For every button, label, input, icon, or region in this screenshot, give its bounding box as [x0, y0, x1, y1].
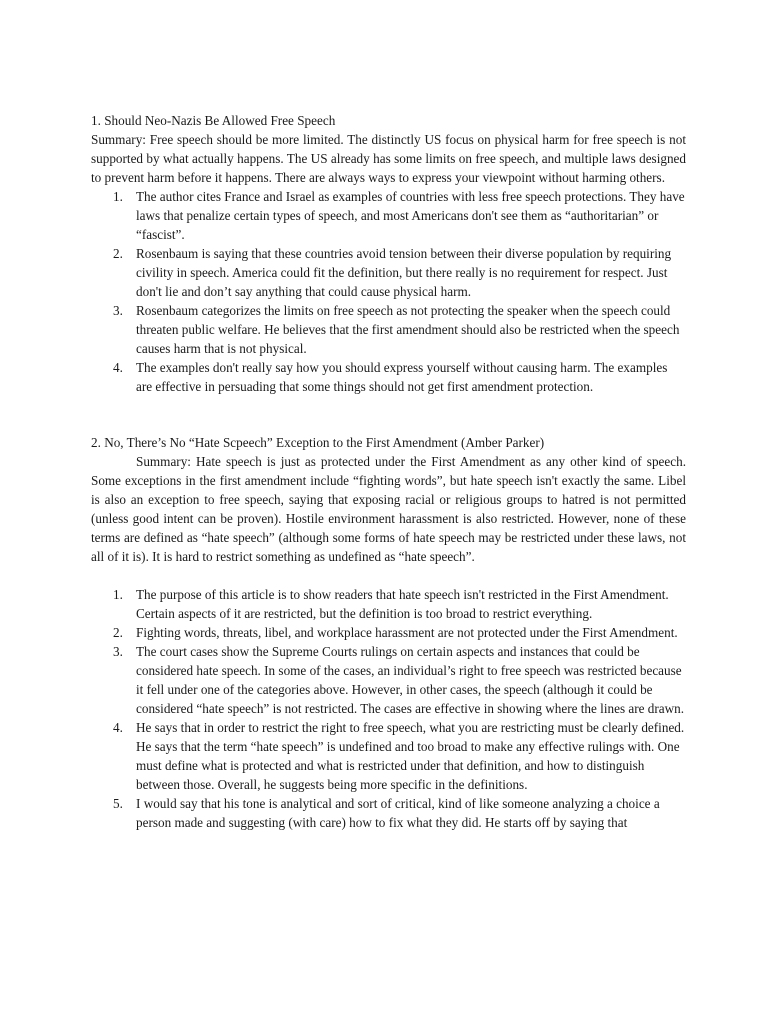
list-item	[91, 301, 686, 358]
document-body	[91, 111, 686, 832]
list-item	[91, 718, 686, 794]
list-item	[91, 642, 686, 718]
section-2-summary: Summary: Hate speech is just as protected under the First Amendment as any other kind of speech. Some exceptions in the first amendment include “fighting words”, but hate speech isn't exactly the same. Libel is also an exception to free speech, saying that exposing racial or religious groups to hatred is not permitted (unless good intent can be proven). Hostile environment harassment is also restricted. However, none of these terms are defined as “hate speech” (although some forms of hate speech may be restricted under these laws, not all of it is). It is hard to restrict something as undefined as “hate speech”.	[91, 454, 686, 564]
section-1-list	[91, 187, 686, 396]
list-item-text: Rosenbaum categorizes the limits on free speech as not protecting the speaker when the speech could threaten public welfare. He believes that the first amendment should also be restricted when the speech causes harm that is not physical.	[136, 303, 680, 356]
section-1-title: 1. Should Neo-Nazis Be Allowed Free Speech	[91, 113, 336, 128]
list-item-number: 2.	[113, 625, 123, 640]
list-item	[91, 187, 686, 244]
list-item-text: Rosenbaum is saying that these countries avoid tension between their diverse population by requiring civility in speech. America could fit the definition, but there really is no requirement for respect. Just don't lie and don’t say anything that could cause physical harm.	[136, 246, 672, 299]
list-item-number: 2.	[113, 246, 123, 261]
list-item-text: I would say that his tone is analytical and sort of critical, kind of like someone analyzing a choice a person made and suggesting (with care) how to fix what they did. He starts off by saying that	[136, 796, 660, 830]
section-2-title: 2. No, There’s No “Hate Scpeech” Exception to the First Amendment (Amber Parker)	[91, 435, 545, 450]
list-item-number: 4.	[113, 720, 123, 735]
list-item-text: The purpose of this article is to show readers that hate speech isn't restricted in the First Amendment. Certain aspects of it are restricted, but the definition is too broad to restrict everything.	[136, 587, 669, 621]
list-item-text: Fighting words, threats, libel, and workplace harassment are not protected under the First Amendment.	[136, 625, 678, 640]
list-item-text: The examples don't really say how you should express yourself without causing harm. The examples are effective in persuading that some things should not get first amendment protection.	[136, 360, 668, 394]
list-item-number: 5.	[113, 796, 123, 811]
list-item-number: 3.	[113, 303, 123, 318]
list-item-text: The court cases show the Supreme Courts rulings on certain aspects and instances that could be considered hate speech. In some of the cases, an individual’s right to free speech was restricted because it fell under one of the categories above. However, in other cases, the speech (although it could be considered “hate speech” is not restricted. The cases are effective in showing where the lines are drawn.	[136, 644, 685, 716]
list-item-text: The author cites France and Israel as examples of countries with less free speech protections. They have laws that penalize certain types of speech, and most Americans don't see them as “authoritarian” or “fascist”.	[136, 189, 685, 242]
list-item-number: 3.	[113, 644, 123, 659]
list-item	[91, 794, 686, 832]
list-item-number: 1.	[113, 587, 123, 602]
list-item	[91, 623, 686, 642]
section-2-list	[91, 585, 686, 832]
list-item	[91, 585, 686, 623]
list-item-text: He says that in order to restrict the right to free speech, what you are restricting must be clearly defined. He says that the term “hate speech” is undefined and too broad to make any effective rulings with. One must define what is protected and what is restricted under that definition, and how to distinguish between those. Overall, he suggests being more specific in the definitions.	[136, 720, 685, 792]
list-item	[91, 244, 686, 301]
list-item-number: 4.	[113, 360, 123, 375]
list-item-number: 1.	[113, 189, 123, 204]
list-item	[91, 358, 686, 396]
section-1-summary: Summary: Free speech should be more limited. The distinctly US focus on physical harm for free speech is not supported by what actually happens. The US already has some limits on free speech, and multiple laws designed to prevent harm before it happens. There are always ways to express your viewpoint without harming others.	[91, 132, 686, 185]
